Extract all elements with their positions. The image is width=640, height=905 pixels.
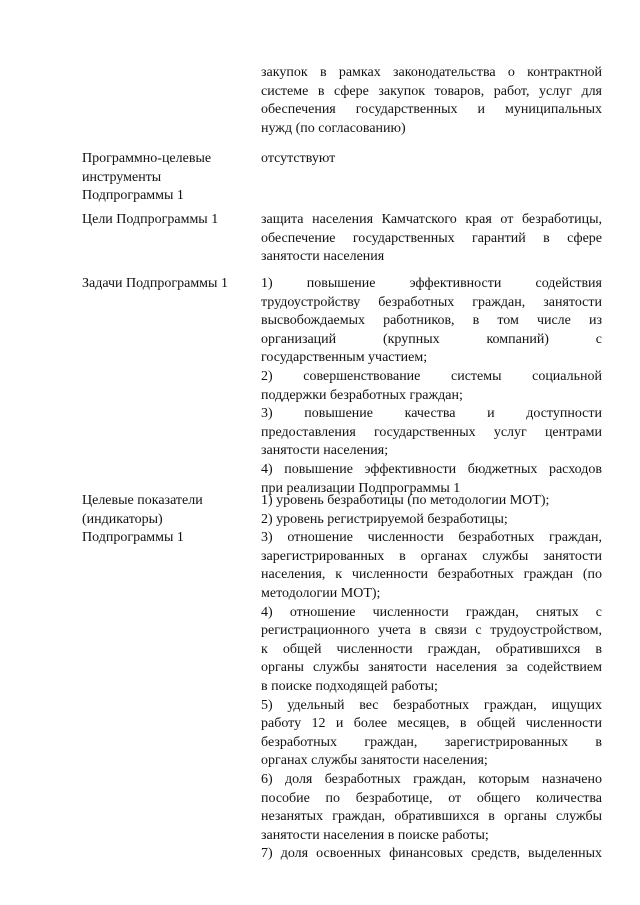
text-line: нужд (по согласованию) <box>261 120 406 136</box>
text-line: защита населения Камчатского края от безработицы, <box>261 212 602 227</box>
text-line: в поиске подходящей работы; <box>261 678 438 694</box>
text-line: организаций (крупных компаний) с <box>261 331 602 347</box>
text-line: трудоустройству безработных граждан, занятости <box>261 294 602 310</box>
text-line: населения, к численности безработных граждан (по <box>261 567 602 583</box>
label-line: Подпрограммы 1 <box>82 188 184 204</box>
text-line: 2) уровень регистрируемой безработицы; <box>261 511 508 527</box>
row-content <box>261 150 602 169</box>
text-line: органы службы занятости населения за содействием <box>261 660 602 676</box>
text-line: методологии МОТ); <box>261 585 381 601</box>
text-line: занятости населения <box>261 249 385 265</box>
text-line: при реализации Подпрограммы 1 <box>261 480 461 496</box>
row-label <box>82 150 252 206</box>
row-label <box>82 275 252 294</box>
text-line: 3) повышение качества и доступности <box>261 406 602 422</box>
label-line: Программно-целевые <box>82 151 212 166</box>
text-line: 4) повышение эффективности бюджетных расходов <box>261 461 602 477</box>
row-label <box>82 492 252 548</box>
text-line: пособие по безработице, от общего количества <box>261 790 602 806</box>
text-line: поддержки безработных граждан; <box>261 387 463 403</box>
text-line: обеспечение государственных гарантий в сфере <box>261 230 602 246</box>
text-line: незанятых граждан, обратившихся в органы службы <box>261 809 602 825</box>
text-line: зарегистрированных в органах службы занятости <box>261 548 602 564</box>
text-line: 2) совершенствование системы социальной <box>261 368 602 384</box>
label-line: Задачи Подпрограммы 1 <box>82 276 228 291</box>
text-line: предоставления государственных услуг центрами <box>261 424 602 440</box>
row-label <box>82 211 252 230</box>
text-line: работу 12 и более месяцев, в общей численности <box>261 716 602 732</box>
text-line: занятости населения в поиске работы; <box>261 827 489 843</box>
text-line: 6) доля безработных граждан, которым назначено <box>261 771 602 787</box>
row-content <box>261 492 602 864</box>
text-line: к общей численности граждан, обратившихся в <box>261 641 602 657</box>
row-content <box>261 275 602 498</box>
text-line: 1) уровень безработицы (по методологии МОТ); <box>261 493 550 508</box>
text-line: 7) доля освоенных финансовых средств, выделенных <box>261 846 602 862</box>
row-content <box>261 211 602 267</box>
text-line: обеспечения государственных и муниципальных <box>261 102 602 118</box>
text-line: 1) повышение эффективности содействия <box>261 276 602 291</box>
row-content <box>261 64 602 138</box>
text-line: государственным участием; <box>261 350 428 366</box>
label-line: Подпрограммы 1 <box>82 530 184 546</box>
text-line: 3) отношение численности безработных граждан, <box>261 530 602 546</box>
text-line: органах службы занятости населения; <box>261 753 488 769</box>
label-line: Цели Подпрограммы 1 <box>82 212 219 227</box>
text-line: высвобождаемых работников, в том числе из <box>261 313 602 329</box>
text-line: безработных граждан, зарегистрированных в <box>261 734 602 750</box>
label-line: (индикаторы) <box>82 511 163 527</box>
label-line: Целевые показатели <box>82 493 203 508</box>
text-line: отсутствуют <box>261 151 336 166</box>
text-line: занятости населения; <box>261 443 389 459</box>
text-line: регистрационного учета в связи с трудоустройством, <box>261 623 602 639</box>
text-line: 4) отношение численности граждан, снятых с <box>261 604 602 620</box>
text-line: системе в сфере закупок товаров, работ, услуг для <box>261 83 602 99</box>
text-line: закупок в рамках законодательства о контрактной <box>261 65 602 80</box>
text-line: 5) удельный вес безработных граждан, ищущих <box>261 697 602 713</box>
label-line: инструменты <box>82 169 162 185</box>
